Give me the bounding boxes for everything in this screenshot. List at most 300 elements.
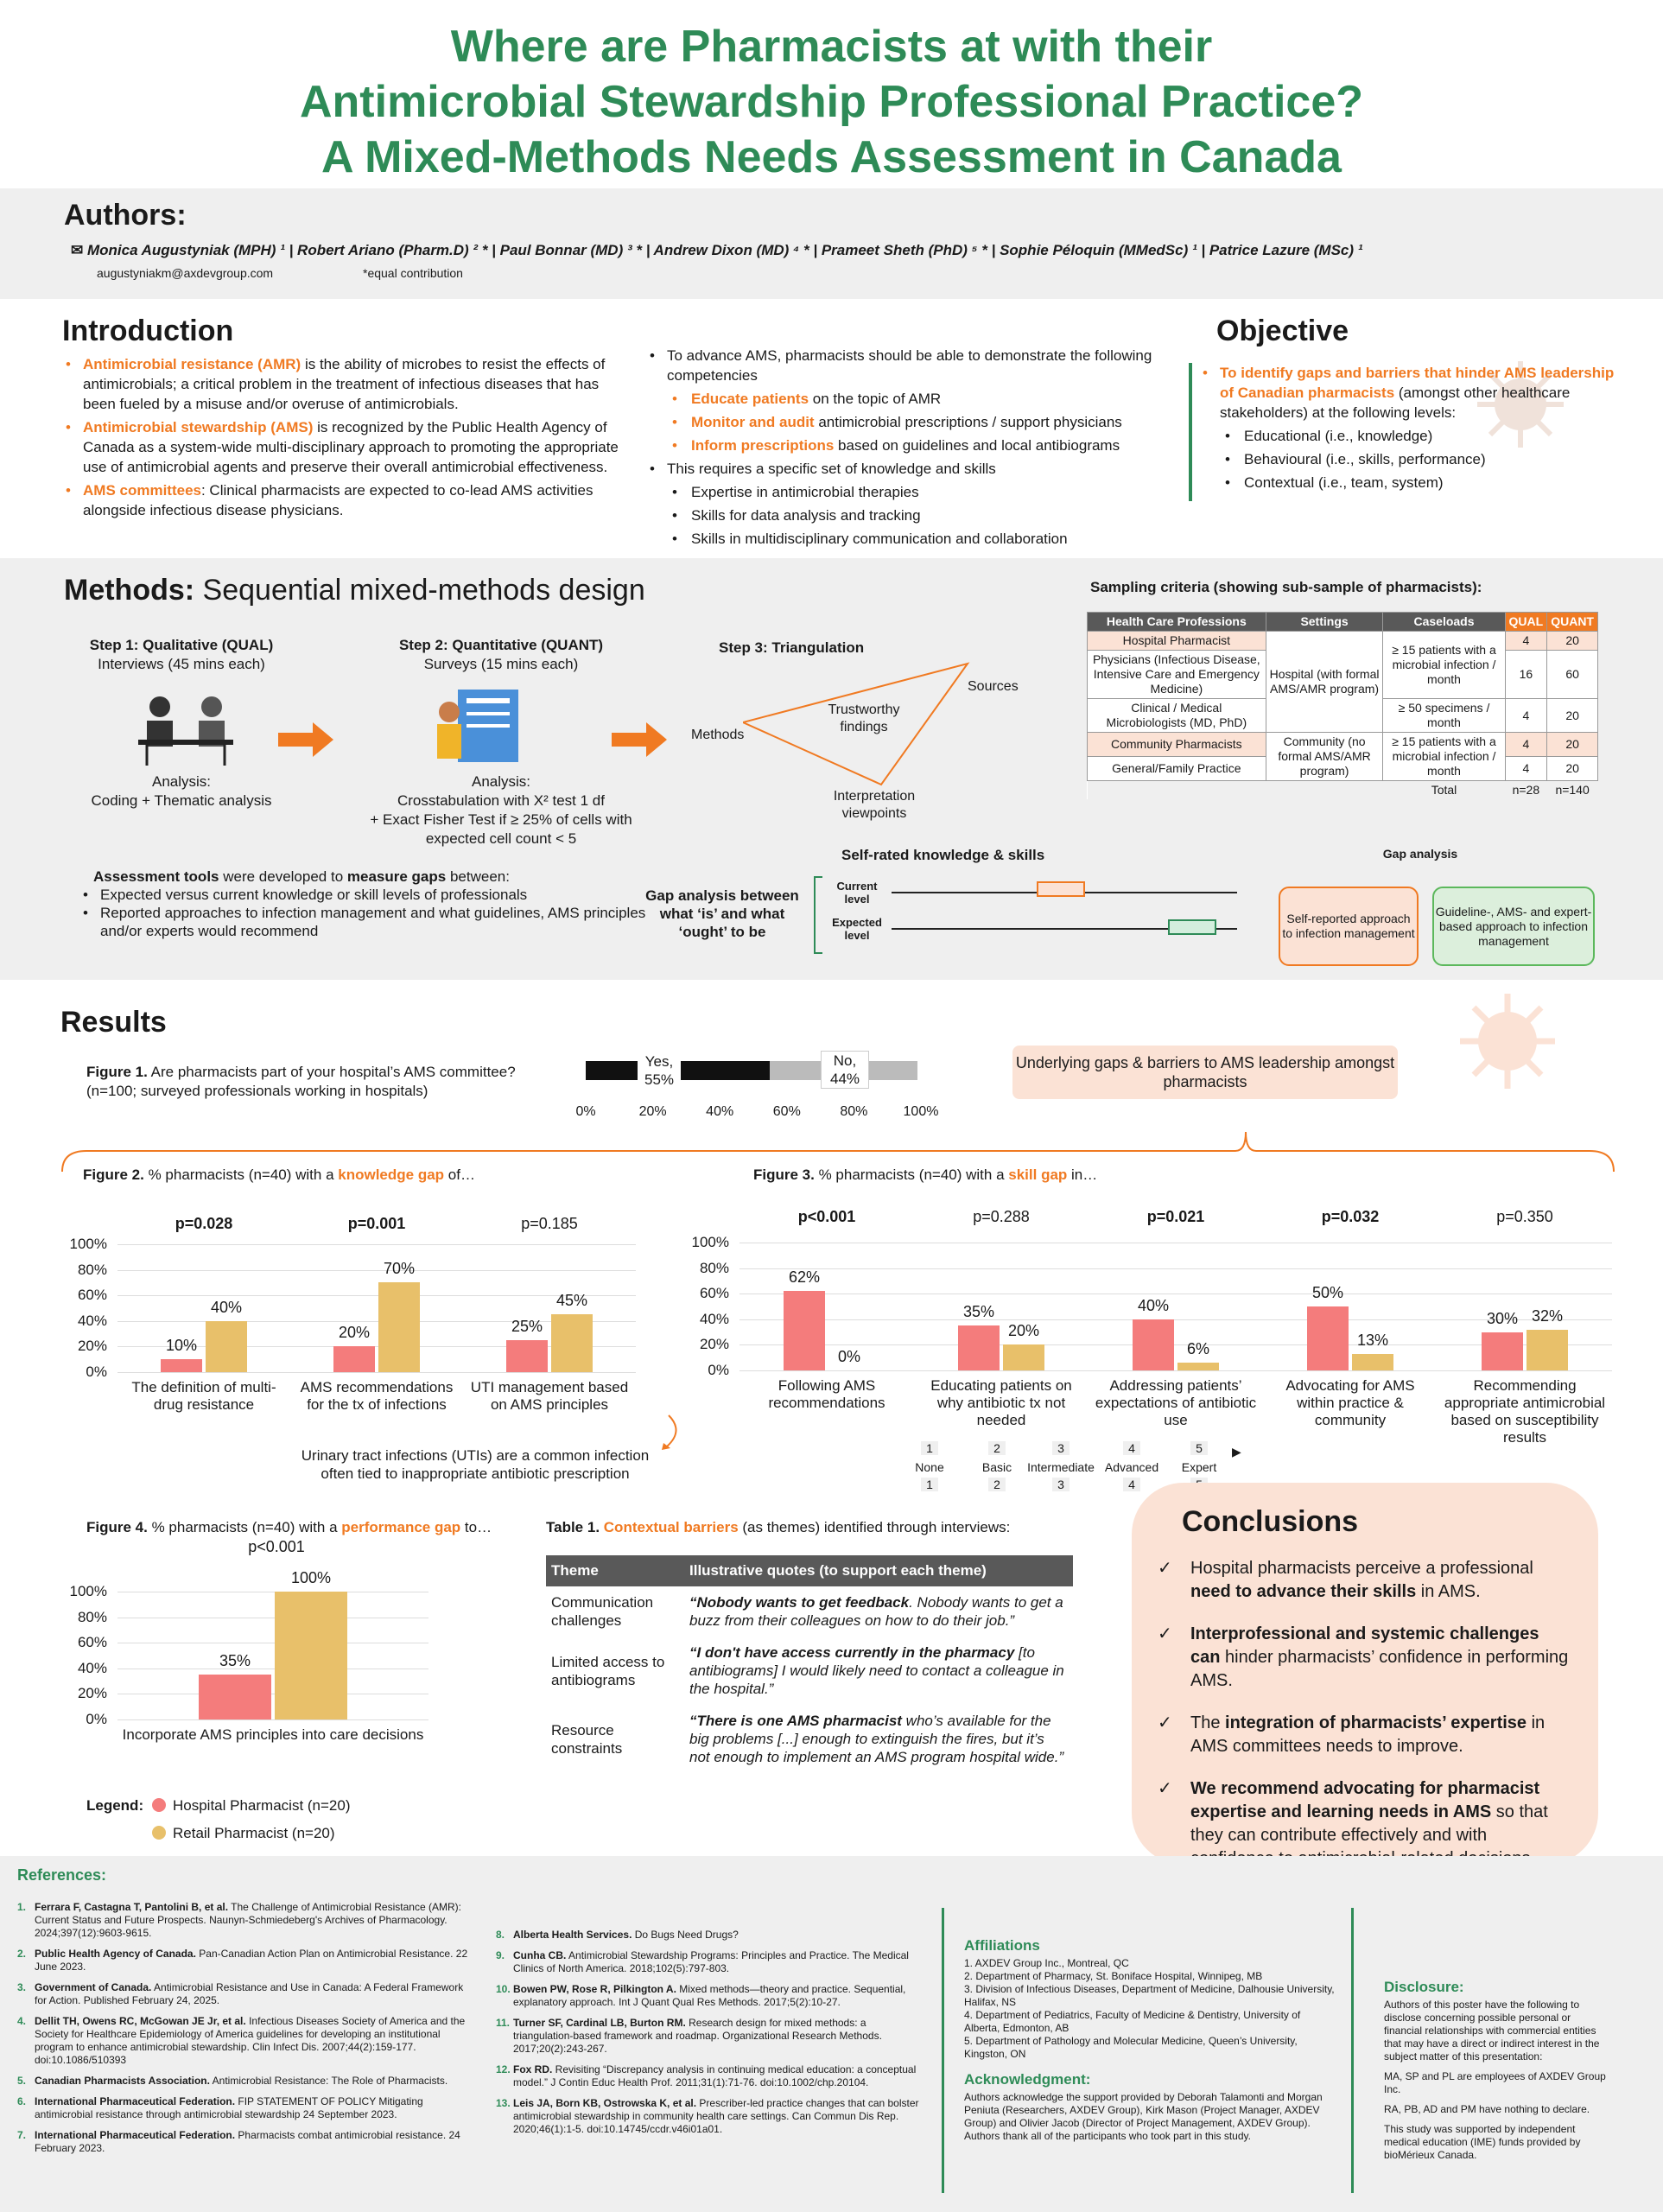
b: Methods: <box>64 574 195 607</box>
fig1-axis-tick: 0% <box>575 1104 596 1119</box>
affiliation: 1. AXDEV Group Inc., Montreal, QC <box>964 1957 1129 1969</box>
a2: Coding + Thematic analysis <box>91 792 272 809</box>
intro-item <box>62 480 624 520</box>
disclosure-text: Authors of this poster have the following to disclose concerning possible personal or financial relationships with commercial entities that may have a direct or indirect interest in the subject matter of this presentation: <box>1384 1999 1600 2063</box>
table-row <box>546 1586 1073 1637</box>
hl: Antimicrobial stewardship (AMS) <box>83 419 314 435</box>
bar-hospital <box>333 1346 375 1372</box>
td: 60 <box>1547 651 1598 699</box>
scale-number: 5 <box>1190 1441 1208 1455</box>
b: need to advance their skills <box>1190 1582 1417 1601</box>
fig2-chart <box>60 1210 682 1434</box>
expected-level-marker <box>1168 919 1216 935</box>
y-tick: 60% <box>699 1285 729 1302</box>
poster-title <box>0 19 1663 185</box>
p-value: p=0.185 <box>521 1215 578 1232</box>
t: Infectious Diseases Society of America and the Society for Healthcare Epidemiology of America guidelines for developing an institutional program to enhance antimicrobial stewardship. Clin Infect Dis. 2007;44(2):159-177. doi:10.1086/510393 <box>35 2015 466 2066</box>
b: International Pharmaceutical Federation. <box>35 2095 236 2107</box>
ack-heading: Acknowledgment: <box>964 2071 1091 2088</box>
results-heading: Results <box>60 1006 167 1039</box>
td: Hospital Pharmacist <box>1088 632 1266 651</box>
sources-label: Sources <box>968 679 1019 694</box>
td: General/Family Practice <box>1088 757 1266 781</box>
a: Hospital pharmacists perceive a professional <box>1190 1559 1533 1578</box>
title-line-2: Antimicrobial Stewardship Professional Practice? <box>299 77 1363 127</box>
y-tick: 100% <box>69 1583 107 1599</box>
y-tick: 40% <box>77 1659 107 1676</box>
title-line-3: A Mixed-Methods Needs Assessment in Canada <box>321 132 1342 182</box>
conclusion-item <box>1158 1712 1572 1758</box>
hl: Inform prescriptions <box>691 437 835 454</box>
table-header <box>1088 613 1598 632</box>
intro-item <box>62 417 624 477</box>
td: 20 <box>1547 733 1598 757</box>
scale-name: Intermediate <box>1027 1460 1095 1474</box>
n: 13. <box>496 2097 511 2109</box>
divider <box>942 1908 944 2193</box>
td: 4 <box>1505 733 1547 757</box>
table-row <box>546 1637 1073 1705</box>
bar-retail <box>206 1321 247 1372</box>
conclusions-heading: Conclusions <box>1182 1505 1359 1538</box>
n: 3. <box>17 1981 27 1993</box>
data-label: 40% <box>1137 1296 1170 1314</box>
t: Mixed methods—theory and practice. Sequential, explanatory approach. Int J Quant Qual Res Methods. 2017;5(2):10-27. <box>513 1983 906 2008</box>
t: Hospital Pharmacist (n=20) <box>173 1797 351 1814</box>
intro-item <box>62 354 624 414</box>
q: who’s available for the big problems [...] enough to extinguish the fires, but it’s not enough to implement an AMS program hospital wide.” <box>689 1713 1064 1765</box>
data-label: 25% <box>511 1318 543 1335</box>
a: Analysis: <box>471 773 531 790</box>
ack-text: Authors acknowledge the support provided by Deborah Talamonti and Morgan Peniuta (Researchers, AXDEV Group), Kirk Mason (Project Manager, AXDEV Group) and Olivier Jacob (Director of Project Management, AXDEV Group). Authors thank all of the participants who took part in this study. <box>964 2091 1323 2142</box>
scale-number: 1 <box>921 1478 938 1491</box>
reference <box>17 2015 475 2067</box>
b: “Nobody wants to get feedback <box>689 1594 910 1611</box>
t: Revisiting “Discrepancy analysis in continuing medical education: a conceptual model.” J Contin Educ Health Prof. 2011;31(1):71-76. doi:10.1002/chp.20104. <box>513 2063 917 2088</box>
td: 20 <box>1547 632 1598 651</box>
t: % pharmacists (n=40) with a <box>147 1519 342 1535</box>
fig4-pvalue: p<0.001 <box>248 1538 305 1555</box>
conclusion-item <box>1158 1557 1572 1604</box>
references-col-1 <box>17 1901 475 2163</box>
bar-retail <box>1177 1363 1219 1370</box>
n: 9. <box>496 1949 505 1961</box>
competency <box>646 412 1156 432</box>
hl: To identify gaps and barriers that hinder AMS leadership of Canadian pharmacists <box>1220 365 1615 401</box>
reference <box>17 1948 475 1974</box>
scale-name: Advanced <box>1104 1460 1159 1474</box>
p-value: p<0.001 <box>797 1208 856 1225</box>
n: 10. <box>496 1983 511 1995</box>
y-tick: 40% <box>699 1310 729 1327</box>
n: 8. <box>496 1929 505 1941</box>
author-email[interactable]: augustyniakm@axdevgroup.com <box>97 266 274 280</box>
data-label: 50% <box>1311 1284 1344 1301</box>
scale-number: 4 <box>1123 1441 1140 1455</box>
y-tick: 80% <box>699 1259 729 1276</box>
hl: performance gap <box>341 1519 461 1535</box>
conclusion-item <box>1158 1623 1572 1693</box>
data-label: 35% <box>962 1303 995 1321</box>
scale-number: 2 <box>988 1441 1006 1455</box>
category-label: Addressing patients’ expectations of antibiotic use <box>1095 1377 1257 1428</box>
p-value: p=0.021 <box>1146 1208 1205 1225</box>
scale-number: 1 <box>921 1441 938 1455</box>
p-value: p=0.288 <box>973 1208 1030 1225</box>
scale-name: None <box>915 1460 944 1474</box>
expected-level-label: Expected level <box>832 916 882 942</box>
c: so that they can contribute effectively and with <box>1190 1802 1548 1845</box>
category-label: Advocating for AMS within practice & community <box>1285 1377 1415 1428</box>
scale-number: 4 <box>1123 1478 1140 1491</box>
bar-retail <box>1003 1344 1044 1370</box>
b: We recommend advocating for pharmacist expertise and learning needs in AMS <box>1190 1779 1540 1821</box>
n: (n=100; surveyed professionals working in hospitals) <box>86 1083 428 1099</box>
category-label: UTI management based on AMS principles <box>470 1379 629 1413</box>
data-label: 6% <box>1186 1340 1209 1358</box>
conclusions-list <box>1158 1557 1572 1890</box>
intro-heading: Introduction <box>62 315 234 347</box>
authors-band <box>0 188 1663 299</box>
equal-contribution-note: *equal contribution <box>363 266 463 280</box>
arrow-icon <box>612 722 667 757</box>
skill-item: • Skills for data analysis and tracking <box>646 505 1156 525</box>
a: Analysis: <box>151 773 212 790</box>
td: 4 <box>1505 757 1547 781</box>
arrowhead-icon: ▶ <box>1232 1445 1241 1459</box>
b: Alberta Health Services. <box>513 1929 632 1941</box>
hl: knowledge gap <box>338 1166 445 1183</box>
methods-label: Methods <box>691 728 745 742</box>
n: 2. <box>17 1948 27 1960</box>
table-row <box>1088 733 1598 757</box>
td: 20 <box>1547 757 1598 781</box>
reference <box>496 2017 928 2056</box>
fig1-axis-tick: 100% <box>903 1104 939 1119</box>
skill-item: • Skills in multidisciplinary communication and collaboration <box>646 529 1156 549</box>
th: Caseloads <box>1383 613 1505 632</box>
hl: AMS committees <box>83 482 201 499</box>
t: antimicrobial prescriptions / support physicians <box>814 414 1122 430</box>
y-tick: 0% <box>708 1362 729 1378</box>
level-item: • Contextual (i.e., team, system) <box>1199 473 1631 493</box>
interpretation-label: Interpretation viewpoints <box>833 789 916 821</box>
step-1 <box>60 636 302 674</box>
tool-item: • Reported approaches to infection management and what guidelines, AMS principles and/or experts would recommend <box>79 904 655 940</box>
swatch <box>152 1798 166 1812</box>
td: Hospital (with formal AMS/AMR program) <box>1266 632 1383 733</box>
bar-hospital <box>161 1359 202 1372</box>
td: ≥ 15 patients with a microbial infection / month <box>1383 733 1505 781</box>
authors-line <box>71 242 1362 259</box>
bar-retail <box>551 1314 593 1372</box>
table-total-row <box>1088 781 1598 800</box>
c: in AMS. <box>1416 1582 1481 1601</box>
fig1-caption <box>86 1063 516 1101</box>
gap-analysis-label: Gap analysis between what ‘is’ and what ‘ought’ to be <box>645 887 799 940</box>
category-label: AMS recommendations for the tx of infections <box>300 1379 454 1413</box>
t: Pan-Canadian Action Plan on Antimicrobial Resistance. 22 June 2023. <box>35 1948 468 1973</box>
bar-hospital <box>1482 1332 1523 1370</box>
gridline <box>739 1268 1612 1269</box>
y-tick: 80% <box>77 1608 107 1625</box>
gridline <box>117 1372 636 1373</box>
t: is recognized by the Public Health Agency of Canada as a system-wide multi-disciplinary approach to promoting the appropriate use of antimicrobial agents and preserve their overall antimicrobial effectiveness. <box>83 419 619 475</box>
n: 1. <box>17 1901 27 1913</box>
authors-names: Monica Augustyniak (MPH) ¹ | Robert Ariano (Pharm.D) ² * | Paul Bonnar (MD) ³ * | Andrew Dixon (MD) ⁴ * | Prameet Sheth (PhD) ⁵ * | Sophie Péloquin (MMedSc) ¹ | Patrice Lazure (MSc) ¹ <box>86 242 1363 258</box>
fig3-caption <box>753 1166 1097 1184</box>
affiliation: 4. Department of Pediatrics, Faculty of Medicine & Dentistry, University of Alberta, Edmonton, AB <box>964 2009 1301 2034</box>
q: Are pharmacists part of your hospital’s AMS committee? <box>147 1064 516 1080</box>
y-tick: 100% <box>691 1234 729 1250</box>
bar-hospital <box>199 1675 271 1719</box>
c: hinder pharmacists’ confidence in performing AMS. <box>1190 1648 1569 1690</box>
td: Community Pharmacists <box>1088 733 1266 757</box>
affiliation: 3. Division of Infectious Diseases, Department of Medicine, Dalhousie University, Halifax, NS <box>964 1983 1335 2008</box>
level-item: • Educational (i.e., knowledge) <box>1199 426 1631 446</box>
v: 55% <box>644 1071 675 1088</box>
quote <box>684 1705 1073 1773</box>
y-tick: 60% <box>77 1287 107 1304</box>
objective-heading: Objective <box>1216 315 1349 347</box>
trustworthy-findings: Trustworthy findings <box>828 702 900 734</box>
e: between: <box>446 868 510 885</box>
data-label: 70% <box>383 1260 416 1278</box>
n: 12. <box>496 2063 511 2075</box>
theme: Limited access to antibiograms <box>551 1653 665 1688</box>
disclosure-text: MA, SP and PL are employees of AXDEV Group Inc. <box>1384 2070 1606 2095</box>
b2: measure gaps <box>346 868 447 885</box>
reference <box>17 2095 475 2121</box>
q: . Nobody wants to get a buzz from their colleagues on how to do their job.” <box>689 1594 1063 1629</box>
e: in… <box>1067 1166 1098 1183</box>
legend-title: Legend: <box>86 1797 144 1814</box>
b: “There is one AMS pharmacist <box>689 1713 902 1729</box>
fig4-chart <box>60 1564 492 1754</box>
td: ≥ 50 specimens / month <box>1383 699 1505 733</box>
b: Leis JA, Born KB, Ostrowska K, et al. <box>513 2097 697 2109</box>
tool-item: • Expected versus current knowledge or skill levels of professionals <box>79 886 655 904</box>
level-item: • Behavioural (i.e., skills, performance) <box>1199 449 1631 469</box>
t: % pharmacists (n=40) with a <box>814 1166 1009 1183</box>
data-label: 20% <box>1007 1322 1040 1340</box>
disclosure-text: This study was supported by independent medical education (IME) funds provided by bioMérieux Canada. <box>1384 2123 1581 2161</box>
e: of… <box>444 1166 475 1183</box>
category-label: Recommending appropriate antimicrobial based on susceptibility results <box>1444 1377 1606 1446</box>
b: “I don't have access currently in the pharmacy <box>689 1644 1015 1661</box>
fig1-axis-tick: 20% <box>638 1104 667 1119</box>
data-label: 40% <box>210 1298 243 1316</box>
data-label: 32% <box>1531 1306 1564 1325</box>
b: Figure 1. <box>86 1064 148 1080</box>
t: : Clinical pharmacists are expected to co-lead AMS activities alongside infectious disease physicians. <box>83 482 593 518</box>
affiliation: 2. Department of Pharmacy, St. Boniface Hospital, Winnipeg, MB <box>964 1970 1263 1982</box>
y-tick: 0% <box>86 1711 107 1727</box>
t: Prescriber-led practice changes that can bolster antimicrobial stewardship in community health care settings. Can Commun Dis Rep. 2020;46(1):1-5. doi:10.14745/ccdr.v46i01a01. <box>513 2097 919 2135</box>
disclosure-heading: Disclosure: <box>1384 1979 1464 1995</box>
t: No, <box>833 1052 857 1069</box>
data-label: 35% <box>219 1652 251 1670</box>
affiliations <box>964 1939 1336 2143</box>
authors-heading: Authors: <box>64 199 187 232</box>
self-reported-box: Self-reported approach to infection management <box>1279 887 1419 966</box>
conclusions-panel <box>1132 1483 1598 1865</box>
references-col-2 <box>496 1929 928 2144</box>
disclosure <box>1384 1980 1609 2162</box>
n: 7. <box>17 2129 27 2141</box>
a4: expected cell count < 5 <box>425 830 577 847</box>
arrow-icon <box>278 722 333 757</box>
y-tick: 20% <box>699 1336 729 1353</box>
fig2-caption <box>83 1166 475 1184</box>
th: Settings <box>1266 613 1383 632</box>
t: Research design for mixed methods: a triangulation-based framework and roadmap. Organizational Research Methods. 2017;20(2):243-267. <box>513 2017 882 2055</box>
td: Community (no formal AMS/AMR program) <box>1266 733 1383 781</box>
objective-item <box>1199 363 1631 423</box>
category-label: The definition of multi-drug resistance <box>131 1379 276 1413</box>
competency <box>646 389 1156 409</box>
data-label: 20% <box>338 1324 371 1342</box>
th: QUANT <box>1547 613 1598 632</box>
t: Yes, <box>644 1053 674 1070</box>
data-label: 62% <box>788 1268 821 1287</box>
legend-item-hospital <box>152 1797 351 1815</box>
underlying-gaps-box: Underlying gaps & barriers to AMS leadership amongst pharmacists <box>1012 1046 1398 1099</box>
sampling-table <box>1087 612 1598 799</box>
data-label: 30% <box>1486 1309 1519 1327</box>
self-rated-heading: Self-rated knowledge & skills <box>841 847 1045 863</box>
reference <box>496 2097 928 2136</box>
th: QUAL <box>1505 613 1547 632</box>
td: 4 <box>1505 632 1547 651</box>
b: Table 1. <box>546 1519 600 1535</box>
t: on the topic of AMR <box>809 391 942 407</box>
td: Total <box>1431 783 1457 797</box>
hl: Monitor and audit <box>691 414 815 430</box>
intro-list-1 <box>62 354 624 524</box>
a: The <box>1190 1713 1226 1732</box>
y-tick: 100% <box>69 1236 107 1252</box>
t: Antimicrobial Resistance: The Role of Pharmacists. <box>209 2075 448 2087</box>
td: Clinical / Medical Microbiologists (MD, PhD) <box>1088 699 1266 733</box>
guideline-box: Guideline-, AMS- and expert-based approach to infection management <box>1432 887 1595 966</box>
n: 4. <box>17 2015 27 2027</box>
legend-item-retail <box>152 1825 335 1842</box>
b: Bowen PW, Rose R, Pilkington A. <box>513 1983 676 1995</box>
current-level-label: Current level <box>836 880 878 906</box>
td: 20 <box>1547 699 1598 733</box>
data-label: 10% <box>165 1337 198 1355</box>
t: Pharmacists combat antimicrobial resistance. 24 February 2023. <box>35 2129 460 2154</box>
b: Cunha CB. <box>513 1949 567 1961</box>
b: International Pharmaceutical Federation. <box>35 2129 236 2141</box>
quote <box>684 1586 1073 1637</box>
gridline <box>117 1719 428 1720</box>
affiliation: 5. Department of Pathology and Molecular Medicine, Queen’s University, Kingston, ON <box>964 2035 1298 2060</box>
hl: skill gap <box>1008 1166 1068 1183</box>
y-tick: 20% <box>77 1685 107 1702</box>
b: Interprofessional and systemic challenges can <box>1190 1624 1539 1667</box>
b: Dellit TH, Owens RC, McGowan JE Jr, et al. <box>35 2015 246 2027</box>
t: (as themes) identified through interviews: <box>738 1519 1011 1535</box>
bar-hospital <box>506 1340 548 1372</box>
b: integration of pharmacists’ expertise <box>1225 1713 1527 1732</box>
t: is the ability of microbes to resist the effects of antimicrobials; a critical problem in the treatment of infectious diseases that has been fueled by a misuse and/or overuse of antimicrobials. <box>83 356 606 412</box>
a3: + Exact Fisher Test if ≥ 25% of cells with <box>370 811 632 828</box>
scale-number: 3 <box>1052 1478 1070 1491</box>
v: 44% <box>829 1071 860 1087</box>
gap-analysis-title: Gap analysis <box>1382 847 1458 861</box>
reference <box>496 1929 928 1942</box>
q: [to antibiograms] I would likely need to contact a colleague in the hospital.” <box>689 1644 1064 1697</box>
b: Figure 4. <box>86 1519 148 1535</box>
fig1-axis-tick: 40% <box>706 1104 734 1119</box>
hl: Antimicrobial resistance (AMR) <box>83 356 301 372</box>
hl: Contextual barriers <box>603 1519 739 1535</box>
uti-note: Urinary tract infections (UTIs) are a common infection often tied to inappropriate antibiotic prescription <box>301 1447 650 1482</box>
p-value: p=0.032 <box>1321 1208 1380 1225</box>
current-level-marker <box>1037 881 1085 897</box>
intro-item: • To advance AMS, pharmacists should be able to demonstrate the following competencies <box>646 346 1156 385</box>
td: Physicians (Infectious Disease, Intensive Care and Emergency Medicine) <box>1088 651 1266 699</box>
survey-icon <box>423 686 527 766</box>
fig3-chart <box>682 1206 1633 1465</box>
methods-heading <box>64 574 645 607</box>
b: Fox RD. <box>513 2063 553 2075</box>
t: The Challenge of Antimicrobial Resistance (AMR): Current Status and Future Prospects. Naunyn-Schmiedeberg's Archives of Pharmacology. 2024;397(12):9603-9615. <box>35 1901 461 1939</box>
assessment-tools <box>93 868 655 940</box>
mail-icon: ✉ <box>71 242 87 258</box>
reference <box>496 2063 928 2089</box>
t: were developed to <box>219 868 347 885</box>
table-header <box>546 1555 1073 1586</box>
b: Canadian Pharmacists Association. <box>35 2075 210 2087</box>
t: Sequential mixed-methods design <box>194 574 645 607</box>
scale-name: Basic <box>981 1460 1012 1474</box>
contextual-barriers-table <box>546 1555 1073 1773</box>
table-row <box>546 1705 1073 1773</box>
t: Do Bugs Need Drugs? <box>632 1929 739 1941</box>
n: 5. <box>17 2075 27 2087</box>
b: Figure 3. <box>753 1166 815 1183</box>
b: Ferrara F, Castagna T, Pantolini B, et al. <box>35 1901 229 1913</box>
b: Assessment tools <box>93 868 219 885</box>
fig1-axis-tick: 60% <box>772 1104 801 1119</box>
data-label: 100% <box>290 1569 332 1586</box>
skill-item: • Expertise in antimicrobial therapies <box>646 482 1156 502</box>
reference <box>496 1949 928 1975</box>
bar-retail <box>1352 1354 1393 1370</box>
category-label: Educating patients on why antibiotic tx not needed <box>930 1377 1072 1428</box>
gridline <box>117 1244 636 1245</box>
fig1-bar <box>586 1061 921 1080</box>
c: in AMS committees needs to improve. <box>1190 1713 1546 1756</box>
s: Surveys (15 mins each) <box>423 656 579 672</box>
t: Antimicrobial Resistance and Use in Canada: A Federal Framework for Action. Published February 24, 2025. <box>35 1981 464 2006</box>
y-tick: 80% <box>77 1261 107 1278</box>
b: Public Health Agency of Canada. <box>35 1948 196 1960</box>
virus-icon <box>1451 985 1564 1097</box>
t: Retail Pharmacist (n=20) <box>173 1825 335 1841</box>
competency <box>646 435 1156 455</box>
reference <box>496 1983 928 2009</box>
p-value: p=0.001 <box>347 1215 406 1232</box>
references-band <box>0 1856 1663 2212</box>
td: ≥ 15 patients with a microbial infection / month <box>1383 632 1505 699</box>
category-label: Following AMS recommendations <box>768 1377 885 1411</box>
e: to… <box>460 1519 492 1535</box>
reference <box>17 2129 475 2155</box>
